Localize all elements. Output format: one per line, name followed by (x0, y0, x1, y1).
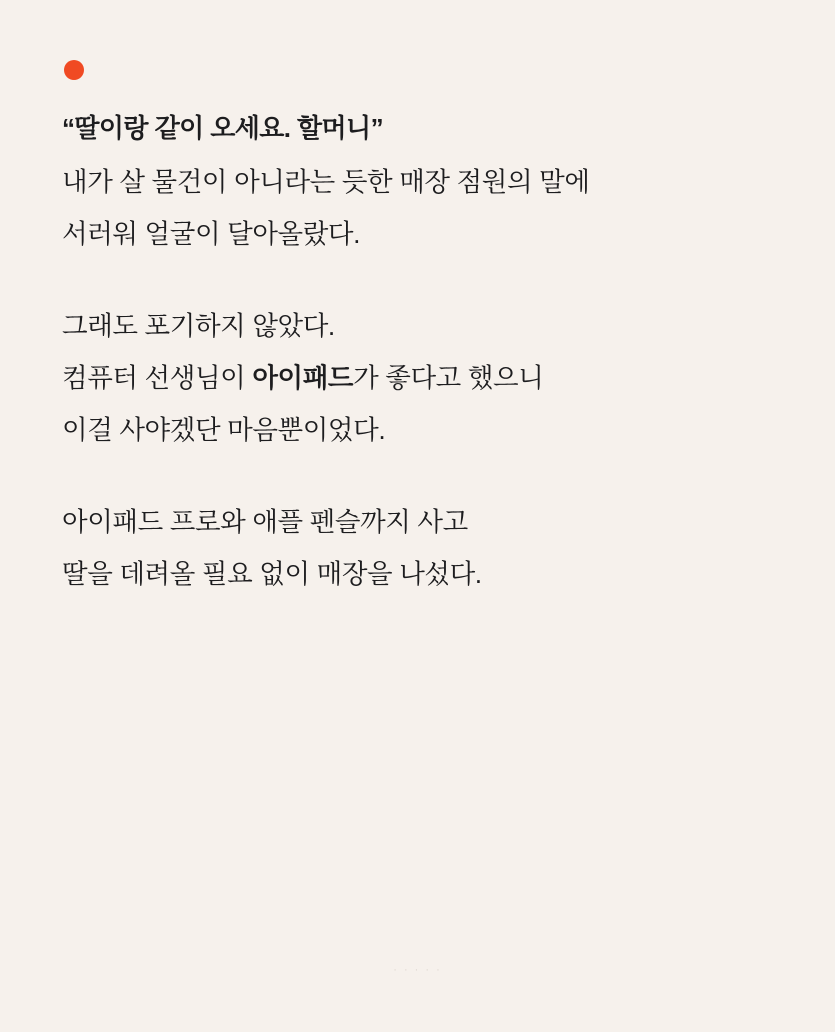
paragraph-line: 이걸 사야겠단 마음뿐이었다. (62, 415, 386, 445)
paragraph-middle (62, 300, 762, 456)
dot-icon (64, 60, 84, 80)
paragraph-line: 딸을 데려올 필요 없이 매장을 나섰다. (62, 559, 482, 589)
paragraph-line: 그래도 포기하지 않았다. (62, 311, 335, 341)
paragraph-line: 아이패드 프로와 애플 펜슬까지 사고 (62, 507, 468, 537)
paragraph-line: 서러워 얼굴이 달아올랐다. (62, 219, 361, 249)
paragraph-line-rich (62, 352, 762, 404)
article-heading: “딸이랑 같이 오세요. 할머니” (62, 113, 383, 143)
rich-text-emphasis: 아이패드 (252, 363, 354, 393)
article-body (62, 102, 762, 600)
paragraph-line: 내가 살 물건이 아니라는 듯한 매장 점원의 말에 (62, 167, 590, 197)
watermark: · · · · · (393, 964, 442, 976)
rich-text-before: 컴퓨터 선생님이 (62, 363, 253, 393)
paragraph-closing (62, 496, 762, 600)
rich-text-after: 가 좋다고 했으니 (353, 363, 544, 393)
paragraph-intro (62, 102, 762, 260)
